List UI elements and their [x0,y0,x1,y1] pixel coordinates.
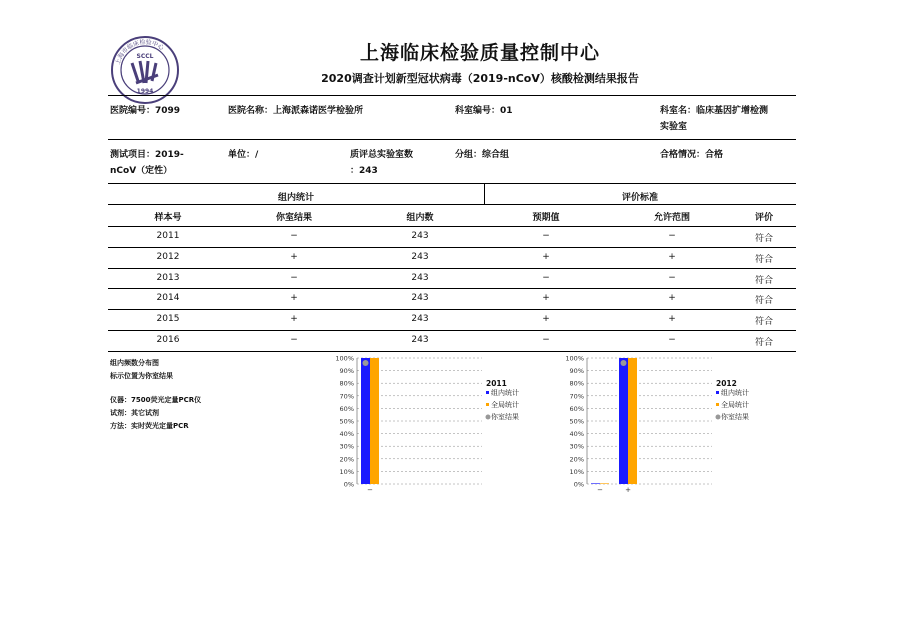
group-stats-header: 组内统计 [277,193,314,203]
cell-expected: − [542,335,550,345]
cell-allowed-range: + [668,251,676,262]
cell-your-result: + [290,314,298,325]
cell-your-result: + [290,293,298,304]
report-title: 上海临床检验质量控制中心 [359,42,600,64]
y-tick-label: 30% [569,442,584,451]
cell-group-count: 243 [411,231,429,241]
logo-abbrev: SCCL [136,53,154,60]
divider [108,226,796,227]
y-tick-label: 60% [569,404,584,413]
cell-evaluation: 符合 [754,317,773,328]
overall-stat-bar [628,358,637,484]
y-tick-label: 70% [569,392,584,401]
note-reagent: 试剂：其它试剂 [110,409,159,417]
group: 分组：综合组 [455,150,510,160]
note-distribution: 组内频数分布图 [110,359,159,367]
col-sample-no: 样本号 [154,213,182,223]
cell-your-result: − [290,272,298,283]
test-item [110,147,184,179]
legend-yours-label: 你室结果 [721,413,749,421]
eval-total-line1: 质评总实验室数 [350,150,414,160]
cell-your-result: + [290,251,298,262]
divider [108,95,796,96]
y-tick-label: 10% [569,467,584,476]
divider [108,183,796,184]
room-no: 科室编号：01 [455,106,513,116]
cell-evaluation: 符合 [754,296,773,307]
eval-total-line2: ：243 [350,166,378,176]
legend-yours-swatch [486,415,491,420]
legend-group-swatch [486,391,489,394]
y-tick-label: 30% [339,442,354,451]
cell-sample-no: 2012 [156,251,180,262]
col-expected: 预期值 [532,213,560,223]
cell-evaluation: 符合 [754,234,773,244]
divider [108,139,796,140]
legend-group-swatch [716,391,719,394]
pass-status: 合格情况：合格 [660,150,724,160]
room-name [660,103,768,135]
y-tick-label: 40% [339,430,354,439]
x-tick-label: − [367,486,373,494]
y-tick-label: 50% [569,417,584,426]
cell-your-result: − [290,231,298,241]
note-marker: 标示位置为你室结果 [110,372,173,380]
eval-criteria-header: 评价标准 [621,193,658,203]
legend-title: 2011 [486,379,507,388]
y-tick-label: 40% [569,430,584,439]
group-stat-bar [619,358,628,484]
legend-group-label: 组内统计 [491,389,519,397]
cell-allowed-range: + [668,293,676,304]
cell-allowed-range: − [668,272,676,283]
divider [108,204,796,205]
cell-your-result: − [290,335,298,345]
group-stat-bar [361,358,370,484]
y-tick-label: 0% [343,480,354,489]
legend-overall-label: 全局统计 [491,401,519,409]
cell-expected: + [542,293,550,304]
y-tick-label: 50% [339,417,354,426]
y-tick-label: 10% [339,467,354,476]
cell-allowed-range: − [668,335,676,345]
y-tick-label: 60% [339,404,354,413]
legend-group-label: 组内统计 [721,389,749,397]
cell-expected: + [542,314,550,325]
row-divider [108,330,796,331]
divider [484,183,485,204]
row-divider [108,268,796,269]
cell-group-count: 243 [411,251,429,262]
report-subtitle: 2020调查计划新型冠状病毒（2019-nCoV）核酸检测结果报告 [321,72,639,85]
legend-yours-label: 你室结果 [491,413,519,421]
y-tick-label: 100% [335,354,354,363]
cell-group-count: 243 [411,314,429,325]
cell-allowed-range: − [668,231,676,241]
cell-sample-no: 2011 [156,231,180,241]
legend-title: 2012 [716,379,737,388]
cell-evaluation: 符合 [754,338,773,348]
chart-2011 [330,350,530,495]
your-result-marker [363,360,369,366]
legend-overall-swatch [716,403,719,406]
y-tick-label: 0% [573,480,584,489]
y-tick-label: 80% [339,379,354,388]
unit: 单位：/ [228,150,259,160]
y-tick-label: 20% [339,455,354,464]
eval-total [350,147,413,179]
logo-ring-text: 上海市临床检验中心 [114,38,165,66]
your-result-marker [621,360,627,366]
col-your-result: 你室结果 [275,213,312,223]
chart-2012 [560,350,770,495]
row-divider [108,309,796,310]
hospital-name: 医院名称：上海派森诺医学检验所 [228,106,364,116]
cell-sample-no: 2014 [156,293,180,304]
cell-expected: − [542,272,550,283]
y-tick-label: 90% [569,367,584,376]
group-stat-bar [591,483,600,484]
legend-overall-label: 全局统计 [721,401,749,409]
y-tick-label: 80% [569,379,584,388]
col-evaluation: 评价 [754,213,773,223]
cell-expected: + [542,251,550,262]
cell-group-count: 243 [411,335,429,345]
note-instrument: 仪器：7500荧光定量PCR仪 [110,396,202,404]
cell-expected: − [542,231,550,241]
cell-sample-no: 2016 [156,335,180,345]
x-tick-label: − [597,486,603,494]
col-group-count: 组内数 [406,213,434,223]
y-tick-label: 70% [339,392,354,401]
overall-stat-bar [600,483,609,484]
row-divider [108,288,796,289]
cell-sample-no: 2013 [156,272,180,283]
y-tick-label: 20% [569,455,584,464]
y-tick-label: 90% [339,367,354,376]
legend-yours-swatch [716,415,721,420]
cell-group-count: 243 [411,293,429,304]
cell-group-count: 243 [411,272,429,283]
hospital-no: 医院编号：7099 [110,106,181,116]
room-name-line1: 科室名：临床基因扩增检测 [660,106,769,116]
cell-evaluation: 符合 [754,254,773,265]
overall-stat-bar [370,358,379,484]
x-tick-label: + [625,486,631,494]
cell-evaluation: 符合 [754,275,773,286]
legend-overall-swatch [486,403,489,406]
logo-year: 1994 [136,88,154,95]
row-divider [108,247,796,248]
room-name-line2: 实验室 [660,122,688,132]
test-item-line2: nCoV（定性） [110,166,173,176]
cell-allowed-range: + [668,314,676,325]
cell-sample-no: 2015 [156,314,180,325]
note-method: 方法：实时荧光定量PCR [110,422,189,430]
test-item-line1: 测试项目：2019- [110,150,184,160]
y-tick-label: 100% [565,354,584,363]
col-allowed-range: 允许范围 [653,213,690,223]
